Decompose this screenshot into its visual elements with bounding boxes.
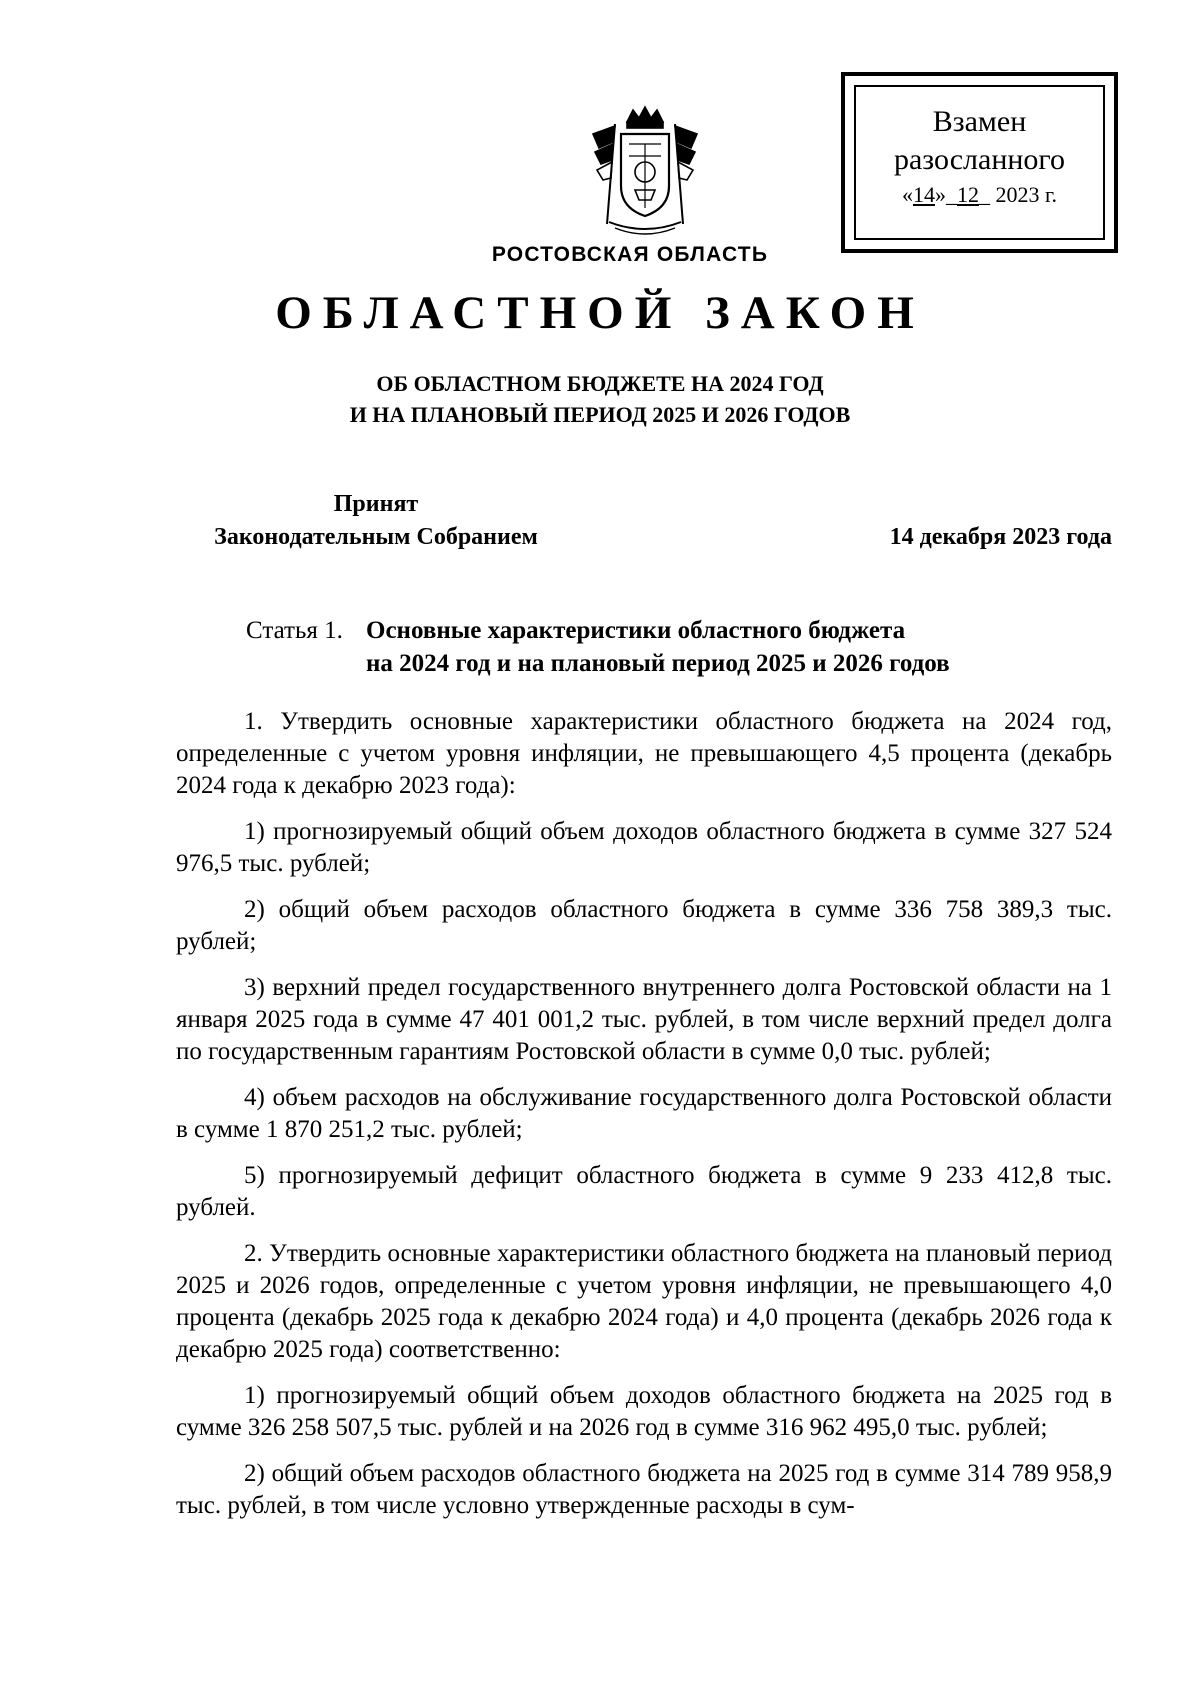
stamp-date: «14»_12_ 2023 г. bbox=[901, 182, 1058, 207]
law-title: ОБЛАСТНОЙ ЗАКОН bbox=[275, 287, 925, 339]
subtitle-line-1: ОБ ОБЛАСТНОМ БЮДЖЕТЕ НА 2024 ГОД bbox=[376, 371, 824, 396]
paragraph: 1) прогнозируемый общий объем доходов областного бюджета в сумме 327 524 976,5 тыс. рублей; bbox=[176, 818, 1112, 877]
law-subtitle bbox=[0, 368, 1200, 430]
article-body bbox=[176, 706, 1112, 1536]
paragraph: 1. Утвердить основные характеристики областного бюджета на 2024 год, определенные с учетом уровня инфляции, не превышающего 4,5 процента (декабрь 2024 года к декабрю 2023 года): bbox=[176, 708, 1112, 799]
paragraph: 5) прогнозируемый дефицит областного бюджета в сумме 9 233 412,8 тыс. рублей. bbox=[176, 1162, 1112, 1221]
rostov-coat-of-arms-icon bbox=[585, 104, 705, 239]
stamp-line-2: разосланного bbox=[893, 143, 1065, 176]
stamp-month: 12 bbox=[956, 182, 979, 207]
paragraph: 1) прогнозируемый общий объем доходов областного бюджета на 2025 год в сумме 326 258 507,5 тыс. рублей и на 2026 год в сумме 316 962 495,0 тыс. рублей; bbox=[176, 1382, 1112, 1441]
paragraph: 3) верхний предел государственного внутреннего долга Ростовской области на 1 января 2025 года в сумме 47 401 001,2 тыс. рублей, в том числе верхний предел долга по государственным гарантиям Ростовской области в сумме 0,0 тыс. рублей; bbox=[176, 974, 1112, 1065]
stamp-day: 14 bbox=[912, 182, 935, 207]
article-title bbox=[366, 614, 1106, 680]
stamp-quote-open: « bbox=[901, 182, 913, 207]
adopted-line-1: Принят bbox=[333, 491, 419, 517]
replacement-stamp bbox=[841, 72, 1118, 253]
paragraph: 2. Утвердить основные характеристики областного бюджета на плановый период 2025 и 2026 годов, определенные с учетом уровня инфляции, не превышающего 4,0 процента (декабрь 2025 года к декабрю 2024 года) и 4,0 процента (декабрь 2026 года к декабрю 2025 года) соответственно: bbox=[176, 1240, 1112, 1363]
stamp-year: 2023 г. bbox=[995, 182, 1058, 207]
adopted-line-2: Законодательным Собранием bbox=[214, 524, 538, 550]
article-title-line-2: на 2024 год и на плановый период 2025 и 2026 годов bbox=[366, 650, 950, 677]
stamp-quote-close: » bbox=[934, 182, 946, 207]
adopted-by bbox=[176, 488, 576, 554]
stamp-line-1: Взамен bbox=[932, 105, 1027, 138]
subtitle-line-2: И НА ПЛАНОВЫЙ ПЕРИОД 2025 И 2026 ГОДОВ bbox=[349, 402, 851, 427]
paragraph: 2) общий объем расходов областного бюджета в сумме 336 758 389,3 тыс. рублей; bbox=[176, 896, 1112, 955]
region-name: РОСТОВСКАЯ ОБЛАСТЬ bbox=[491, 243, 769, 266]
article-number: Статья 1. bbox=[246, 617, 343, 644]
stamp-inner-frame bbox=[854, 85, 1105, 240]
paragraph: 4) объем расходов на обслуживание государственного долга Ростовской области в сумме 1 870 251,2 тыс. рублей; bbox=[176, 1084, 1112, 1143]
article-title-line-1: Основные характеристики областного бюджета bbox=[366, 617, 906, 644]
adoption-date: 14 декабря 2023 года bbox=[889, 524, 1112, 550]
paragraph: 2) общий объем расходов областного бюджета на 2025 год в сумме 314 789 958,9 тыс. рублей, в том числе условно утвержденные расходы в сум- bbox=[176, 1460, 1112, 1519]
